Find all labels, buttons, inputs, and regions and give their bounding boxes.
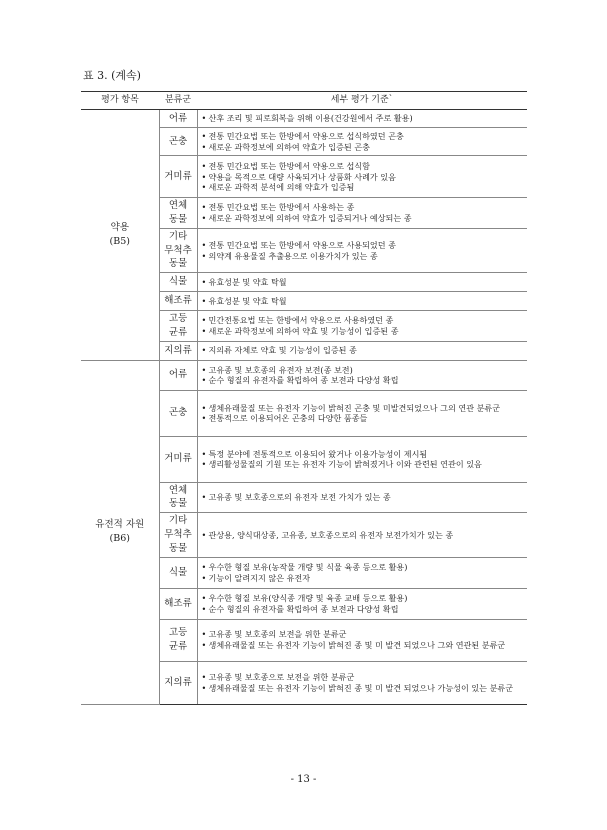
criteria-text: 민간전통요법 또는 한방에서 약용으로 사용하였던 종 (208, 315, 394, 326)
classification-cell (159, 661, 197, 704)
classification-name: 균류 (168, 326, 188, 338)
criteria-cell (197, 557, 527, 588)
evaluation-criteria-table (81, 91, 527, 705)
criteria-text: 약용을 목적으로 대량 사육되거나 상품화 사례가 있음 (208, 171, 396, 182)
criteria-bullet (202, 640, 525, 651)
bullet-icon: • (201, 492, 207, 503)
table-caption: 표 3. (계속) (83, 69, 141, 82)
criteria-bullet (202, 315, 525, 326)
criteria-bullet (202, 326, 525, 337)
criteria-text: 유효성분 및 약효 탁월 (208, 276, 287, 287)
criteria-text: 생체유래물질 또는 유전자 기능이 밝혀진 곤충 및 미발견되었으나 그의 연관 분류군 (208, 402, 501, 413)
bullet-icon: • (201, 276, 207, 287)
bullet-icon: • (201, 182, 207, 193)
classification-name: 동물 (168, 214, 188, 226)
criteria-bullet (202, 161, 525, 172)
criteria-text: 새로운 과학정보에 의하여 약효 및 기능성이 입증된 종 (208, 325, 399, 336)
criteria-text: 생리활성물질의 기원 또는 유전자 기능이 밝혀졌거나 이와 관련된 연관이 있음 (208, 459, 482, 470)
criteria-text: 유효성분 및 약효 탁월 (208, 295, 287, 306)
criteria-cell (197, 436, 527, 482)
classification-name: 고등 (168, 627, 188, 639)
criteria-bullet (202, 172, 525, 183)
bullet-icon: • (201, 629, 207, 640)
criteria-text: 산후 조리 및 피로회복을 위해 이용(건강원에서 주로 활용) (208, 113, 413, 124)
criteria-text: 생체유래물질 또는 유전자 기능이 밝혀진 종 및 미 발견 되었으나 그와 연관된 분류군 (208, 640, 506, 651)
classification-cell (159, 360, 197, 390)
evaluation-item-code: (B5) (109, 235, 130, 247)
criteria-text: 전통 민간요법 또는 한방에서 약용으로 사용되었던 종 (208, 239, 396, 250)
criteria-bullet (202, 672, 525, 683)
criteria-text: 고유종 및 보호종의 유전자 보전(종 보전) (208, 364, 353, 375)
classification-name: 지의류 (164, 676, 192, 688)
bullet-icon: • (201, 315, 207, 326)
classification-cell (159, 390, 197, 436)
criteria-text: 새로운 과학적 분석에 의해 약효가 입증됨 (208, 182, 355, 193)
table-row (81, 110, 527, 128)
bullet-icon: • (201, 529, 207, 540)
evaluation-item-name: 약용 (110, 221, 129, 233)
classification-cell (159, 128, 197, 156)
evaluation-item-name: 유전적 자원 (95, 518, 145, 530)
bullet-icon: • (201, 213, 207, 224)
evaluation-item-cell (81, 110, 159, 361)
criteria-cell (197, 228, 527, 272)
criteria-cell (197, 513, 527, 557)
bullet-icon: • (201, 459, 207, 470)
classification-name: 기타 (168, 515, 188, 527)
bullet-icon: • (201, 345, 207, 356)
bullet-icon: • (201, 202, 207, 213)
criteria-bullet (202, 251, 525, 262)
criteria-bullet (202, 683, 525, 694)
criteria-bullet (202, 296, 525, 307)
classification-name: 연체 (168, 484, 188, 496)
criteria-bullet (202, 142, 525, 153)
criteria-bullet (202, 629, 525, 640)
criteria-bullet (202, 182, 525, 193)
criteria-text: 의약계 유용물질 추출용으로 이용가치가 있는 종 (208, 250, 378, 261)
criteria-bullet (202, 131, 525, 142)
criteria-text: 전통 민간요법 또는 한방에서 약용으로 섭식하였던 곤충 (208, 131, 404, 141)
criteria-cell (197, 390, 527, 436)
criteria-cell (197, 110, 527, 128)
criteria-bullet (202, 530, 525, 541)
classification-cell (159, 228, 197, 272)
criteria-text: 새로운 과학정보에 의하여 약효가 입증된 곤충 (208, 141, 370, 152)
classification-name: 연체 (168, 200, 188, 212)
classification-cell (159, 341, 197, 360)
classification-name: 거미류 (164, 453, 192, 465)
criteria-text: 순수 형질의 유전자를 확립하여 종 보전과 다양성 확립 (208, 603, 399, 614)
classification-name: 동물 (168, 498, 188, 510)
criteria-cell (197, 588, 527, 619)
classification-name: 지의류 (164, 344, 192, 356)
criteria-cell (197, 619, 527, 661)
classification-cell (159, 557, 197, 588)
bullet-icon: • (201, 113, 207, 124)
page-number: - 13 - (290, 774, 317, 785)
bullet-icon: • (201, 364, 207, 375)
classification-cell (159, 482, 197, 513)
classification-cell (159, 273, 197, 292)
classification-cell (159, 110, 197, 128)
criteria-bullet (202, 345, 525, 356)
bullet-icon: • (201, 413, 207, 424)
criteria-text: 전통 민간요법 또는 한방에서 사용하는 종 (208, 202, 355, 213)
classification-name: 해조류 (164, 597, 192, 609)
criteria-bullet (202, 240, 525, 251)
criteria-text: 순수 형질의 유전자를 확립하여 종 보전과 다양성 확립 (208, 375, 399, 386)
classification-name: 무척추 (164, 529, 192, 540)
classification-cell (159, 513, 197, 557)
criteria-bullet (202, 113, 525, 124)
criteria-text: 전통적으로 이용되어온 곤충의 다양한 품종들 (208, 413, 368, 424)
evaluation-item-code: (B6) (109, 533, 130, 545)
header-item: 평가 항목 (81, 92, 159, 110)
bullet-icon: • (201, 640, 207, 651)
criteria-bullet (202, 562, 525, 573)
classification-name: 거미류 (164, 170, 192, 182)
criteria-bullet (202, 573, 525, 584)
classification-name: 어류 (168, 369, 188, 381)
header-criteria: 세부 평가 기준` (197, 92, 527, 110)
classification-name: 곤충 (168, 407, 188, 419)
criteria-cell (197, 198, 527, 229)
bullet-icon: • (201, 295, 207, 306)
classification-cell (159, 198, 197, 229)
classification-name: 해조류 (164, 295, 192, 307)
criteria-cell (197, 341, 527, 360)
criteria-bullet (202, 403, 525, 414)
bullet-icon: • (201, 141, 207, 152)
bullet-icon: • (201, 131, 207, 141)
bullet-icon: • (201, 375, 207, 386)
criteria-text: 기능이 알려지지 않은 유전자 (208, 572, 311, 583)
criteria-text: 우수한 형질 보유(양식종 개량 및 육종 교배 등으로 활용) (208, 592, 408, 603)
criteria-bullet (202, 492, 525, 503)
criteria-bullet (202, 459, 525, 470)
criteria-cell (197, 273, 527, 292)
table-body (81, 110, 527, 705)
bullet-icon: • (201, 561, 207, 572)
criteria-bullet (202, 413, 525, 424)
bullet-icon: • (201, 160, 207, 171)
table-row (81, 360, 527, 390)
classification-cell (159, 436, 197, 482)
criteria-bullet (202, 213, 525, 224)
criteria-text: 고유종 및 보호종으로 보전을 위한 분류군 (208, 671, 355, 682)
criteria-cell (197, 661, 527, 704)
classification-name: 식물 (168, 566, 188, 578)
bullet-icon: • (201, 448, 207, 459)
criteria-text: 고유종 및 보호종의 보전을 위한 분류군 (208, 629, 347, 640)
criteria-text: 지의류 자체로 약효 및 기능성이 입증된 종 (208, 345, 357, 356)
criteria-bullet (202, 277, 525, 288)
criteria-bullet (202, 604, 525, 615)
classification-name: 고등 (168, 313, 188, 325)
classification-name: 균류 (168, 641, 188, 653)
criteria-bullet (202, 365, 525, 376)
classification-name: 식물 (168, 276, 188, 288)
bullet-icon: • (201, 671, 207, 682)
criteria-cell (197, 292, 527, 311)
bullet-icon: • (201, 592, 207, 603)
criteria-cell (197, 156, 527, 198)
criteria-text: 전통 민간요법 또는 한방에서 약용으로 섭식함 (208, 160, 370, 171)
classification-name: 무척추 (164, 244, 192, 256)
classification-cell (159, 311, 197, 342)
table-header-row (81, 92, 527, 110)
criteria-cell (197, 128, 527, 156)
bullet-icon: • (201, 572, 207, 583)
classification-name: 기타 (168, 230, 188, 242)
header-classification: 분류군 (159, 92, 197, 110)
bullet-icon: • (201, 682, 207, 693)
criteria-text: 특정 분야에 전통적으로 이용되어 왔거나 이용가능성이 제시됨 (208, 448, 428, 459)
criteria-bullet (202, 202, 525, 213)
criteria-text: 새로운 과학정보에 의하여 약효가 입증되거나 예상되는 종 (208, 213, 412, 224)
criteria-text: 고유종 및 보호종으로의 유전자 보전 가치가 있는 종 (208, 492, 391, 503)
bullet-icon: • (201, 239, 207, 250)
criteria-bullet (202, 449, 525, 460)
bullet-icon: • (201, 325, 207, 336)
classification-cell (159, 619, 197, 661)
bullet-icon: • (201, 250, 207, 261)
classification-cell (159, 588, 197, 619)
classification-name: 동물 (168, 258, 188, 270)
classification-name: 어류 (168, 112, 188, 124)
criteria-cell (197, 482, 527, 513)
criteria-cell (197, 360, 527, 390)
classification-cell (159, 292, 197, 311)
criteria-text: 우수한 형질 보유(농작물 개량 및 식물 육종 등으로 활용) (208, 561, 408, 572)
criteria-cell (197, 311, 527, 342)
classification-name: 곤충 (168, 135, 188, 147)
classification-name: 동물 (168, 542, 188, 554)
bullet-icon: • (201, 603, 207, 614)
evaluation-item-cell (81, 360, 159, 704)
criteria-text: 관상용, 양식대상종, 고유종, 보호종으로의 유전자 보전가치가 있는 종 (208, 529, 454, 540)
bullet-icon: • (201, 402, 207, 413)
criteria-bullet (202, 593, 525, 604)
bullet-icon: • (201, 171, 207, 182)
criteria-bullet (202, 375, 525, 386)
classification-cell (159, 156, 197, 198)
criteria-text: 생체유래물질 또는 유전자 기능이 밝혀진 종 및 미 발견 되었으나 가능성이 있는 분류군 (208, 682, 514, 693)
